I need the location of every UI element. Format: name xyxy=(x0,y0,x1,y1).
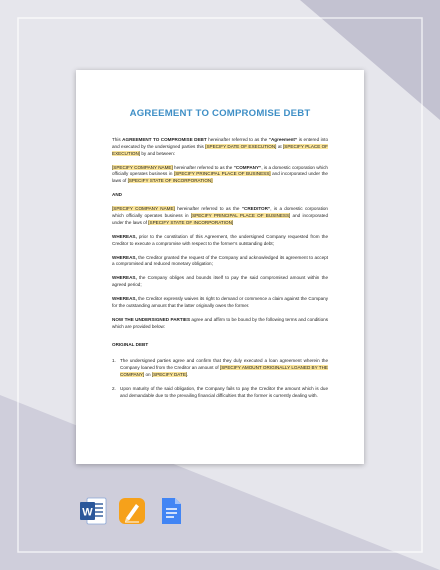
placeholder-creditor-state[interactable]: [SPECIFY STATE OF INCORPORATION] xyxy=(148,219,234,225)
whereas-clause-2: WHEREAS, the Creditor granted the request of the Company and acknowledged its agreement to accept a compromised and reduced monetary obligation; xyxy=(112,254,328,267)
placeholder-company-name[interactable]: [SPECIFY COMPANY NAME] xyxy=(112,164,173,170)
google-docs-icon[interactable] xyxy=(156,496,186,526)
creditor-paragraph: [SPECIFY COMPANY NAME] hereinafter referred to as the “CREDITOR”, is a domestic corporation which officially operates business in [SPECIFY PRINCIPAL PLACE OF BUSINESS] and incorporated under the laws of [SPECIFY STATE OF INCORPORATION] xyxy=(112,206,328,225)
placeholder-place-of-execution[interactable]: [SPECIFY PLACE OF EXECUTION] xyxy=(112,143,328,156)
whereas-clause-3: WHEREAS, the Company obliges and bounds itself to pay the said compromised amount within the agreed period; xyxy=(112,275,328,288)
apple-pages-icon[interactable] xyxy=(117,496,147,526)
format-icons-row xyxy=(0,496,440,526)
microsoft-word-icon[interactable] xyxy=(78,496,108,526)
placeholder-principal-place[interactable]: [SPECIFY PRINCIPAL PLACE OF BUSINESS] xyxy=(173,171,271,177)
intro-paragraph: This AGREEMENT TO COMPROMISE DEBT hereinafter referred to as the “Agreement” is entered into and executed by the undersigned parties this [SPECIFY DATE OF EXECUTION] at [SPECIFY PLACE OF EXECUTION] by and between: xyxy=(112,137,329,156)
section-heading-original-debt: ORIGINAL DEBT xyxy=(112,342,149,348)
whereas-clause-1: WHEREAS, prior to the constitution of this Agreement, the undersigned Company requested from the Creditor to execute a compromise with respect to the former’s outstanding debt; xyxy=(112,233,328,246)
svg-text:W: W xyxy=(82,506,93,519)
and-separator: AND xyxy=(112,192,122,198)
placeholder-loan-date[interactable]: [SPECIFY DATE] xyxy=(151,371,188,377)
list-item: 2. Upon maturity of the said obligation, the Company fails to pay the Creditor the amount which is due and demandable due to the prevailing financial difficulties that the former is currently dealing with. xyxy=(112,385,328,398)
placeholder-date-of-execution[interactable]: [SPECIFY DATE OF EXECUTION] xyxy=(205,143,277,149)
placeholder-creditor-name[interactable]: [SPECIFY COMPANY NAME] xyxy=(112,206,175,212)
document-title: AGREEMENT TO COMPROMISE DEBT xyxy=(129,108,311,119)
whereas-clause-4: WHEREAS, the Creditor expressly waives its right to demand or commence a claim against the Company for the outstanding amount that the latter originally owes the former. xyxy=(112,296,328,308)
placeholder-creditor-place[interactable]: [SPECIFY PRINCIPAL PLACE OF BUSINESS] xyxy=(190,212,291,218)
document-body xyxy=(112,108,328,407)
company-paragraph: [SPECIFY COMPANY NAME] hereinafter referred to as the “COMPANY”, is a domestic corporation which officially operates business in [SPECIFY PRINCIPAL PLACE OF BUSINESS] and incorporated under the laws of [SPECIFY STATE OF INCORPORATION] xyxy=(112,164,328,184)
document-page xyxy=(76,70,364,464)
now-clause: NOW THE UNDERSIGNED PARTIES agree and affirm to be bound by the following terms and conditions which are provided below: xyxy=(112,316,328,329)
list-item: 1. The undersigned parties agree and confirm that they duly executed a loan agreement wherein the Company loaned from the Creditor an amount of [SPECIFY AMOUNT ORIGINALLY LOANED BY THE COMPANY] on [SPECIFY DATE]. xyxy=(112,358,328,377)
placeholder-state-of-incorporation[interactable]: [SPECIFY STATE OF INCORPORATION] xyxy=(127,178,213,184)
placeholder-amount-loaned[interactable]: [SPECIFY AMOUNT ORIGINALLY LOANED BY THE COMPANY] xyxy=(120,365,328,377)
